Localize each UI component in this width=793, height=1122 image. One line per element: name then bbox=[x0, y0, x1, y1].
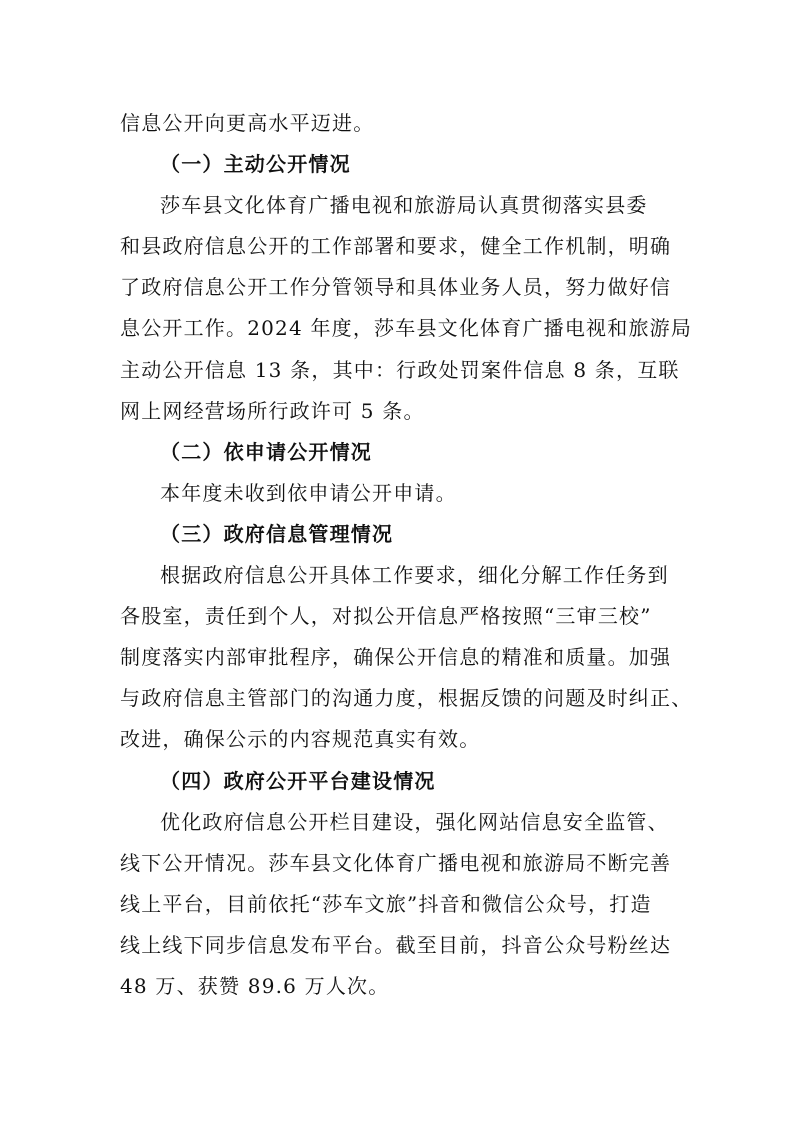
paragraph-line: 优化政府信息公开栏目建设，强化网站信息安全监管、 bbox=[160, 809, 669, 834]
paragraph-line: 与政府信息主管部门的沟通力度，根据反馈的问题及时纠正、 bbox=[120, 686, 693, 711]
paragraph-line: 根据政府信息公开具体工作要求，细化分解工作任务到 bbox=[160, 563, 669, 588]
paragraph-line: 和县政府信息公开的工作部署和要求，健全工作机制，明确 bbox=[120, 234, 672, 259]
paragraph-line: 莎车县文化体育广播电视和旅游局认真贯彻落实县委 bbox=[160, 193, 648, 218]
paragraph-line: 本年度未收到依申请公开申请。 bbox=[160, 480, 457, 505]
section-heading: （四）政府公开平台建设情况 bbox=[160, 768, 436, 793]
paragraph-line: 主动公开信息 13 条，其中：行政处罚案件信息 8 条，互联 bbox=[120, 357, 680, 382]
paragraph-line: 网上网经营场所行政许可 5 条。 bbox=[120, 398, 425, 423]
paragraph-line: 线下公开情况。莎车县文化体育广播电视和旅游局不断完善 bbox=[120, 850, 672, 875]
section-heading: （三）政府信息管理情况 bbox=[160, 521, 394, 546]
document-body bbox=[120, 103, 693, 1007]
paragraph-line: 各股室，责任到个人，对拟公开信息严格按照“三审三校” bbox=[120, 604, 652, 629]
paragraph-line: 制度落实内部审批程序，确保公开信息的精准和质量。加强 bbox=[120, 645, 672, 670]
paragraph-line: 线上线下同步信息发布平台。截至目前，抖音公众号粉丝达 bbox=[120, 932, 672, 957]
paragraph-line: 息公开工作。2024 年度，莎车县文化体育广播电视和旅游局 bbox=[120, 316, 693, 341]
section-heading: （二）依申请公开情况 bbox=[160, 439, 372, 464]
paragraph-line: 了政府信息公开工作分管领导和具体业务人员，努力做好信 bbox=[120, 275, 672, 300]
section-heading: （一）主动公开情况 bbox=[160, 152, 351, 177]
paragraph-line: 信息公开向更高水平迈进。 bbox=[120, 111, 375, 135]
paragraph-line: 改进，确保公示的内容规范真实有效。 bbox=[120, 727, 481, 752]
paragraph-line: 线上平台，目前依托“莎车文旅”抖音和微信公众号，打造 bbox=[120, 891, 652, 916]
paragraph-line: 48 万、获赞 89.6 万人次。 bbox=[120, 973, 390, 998]
